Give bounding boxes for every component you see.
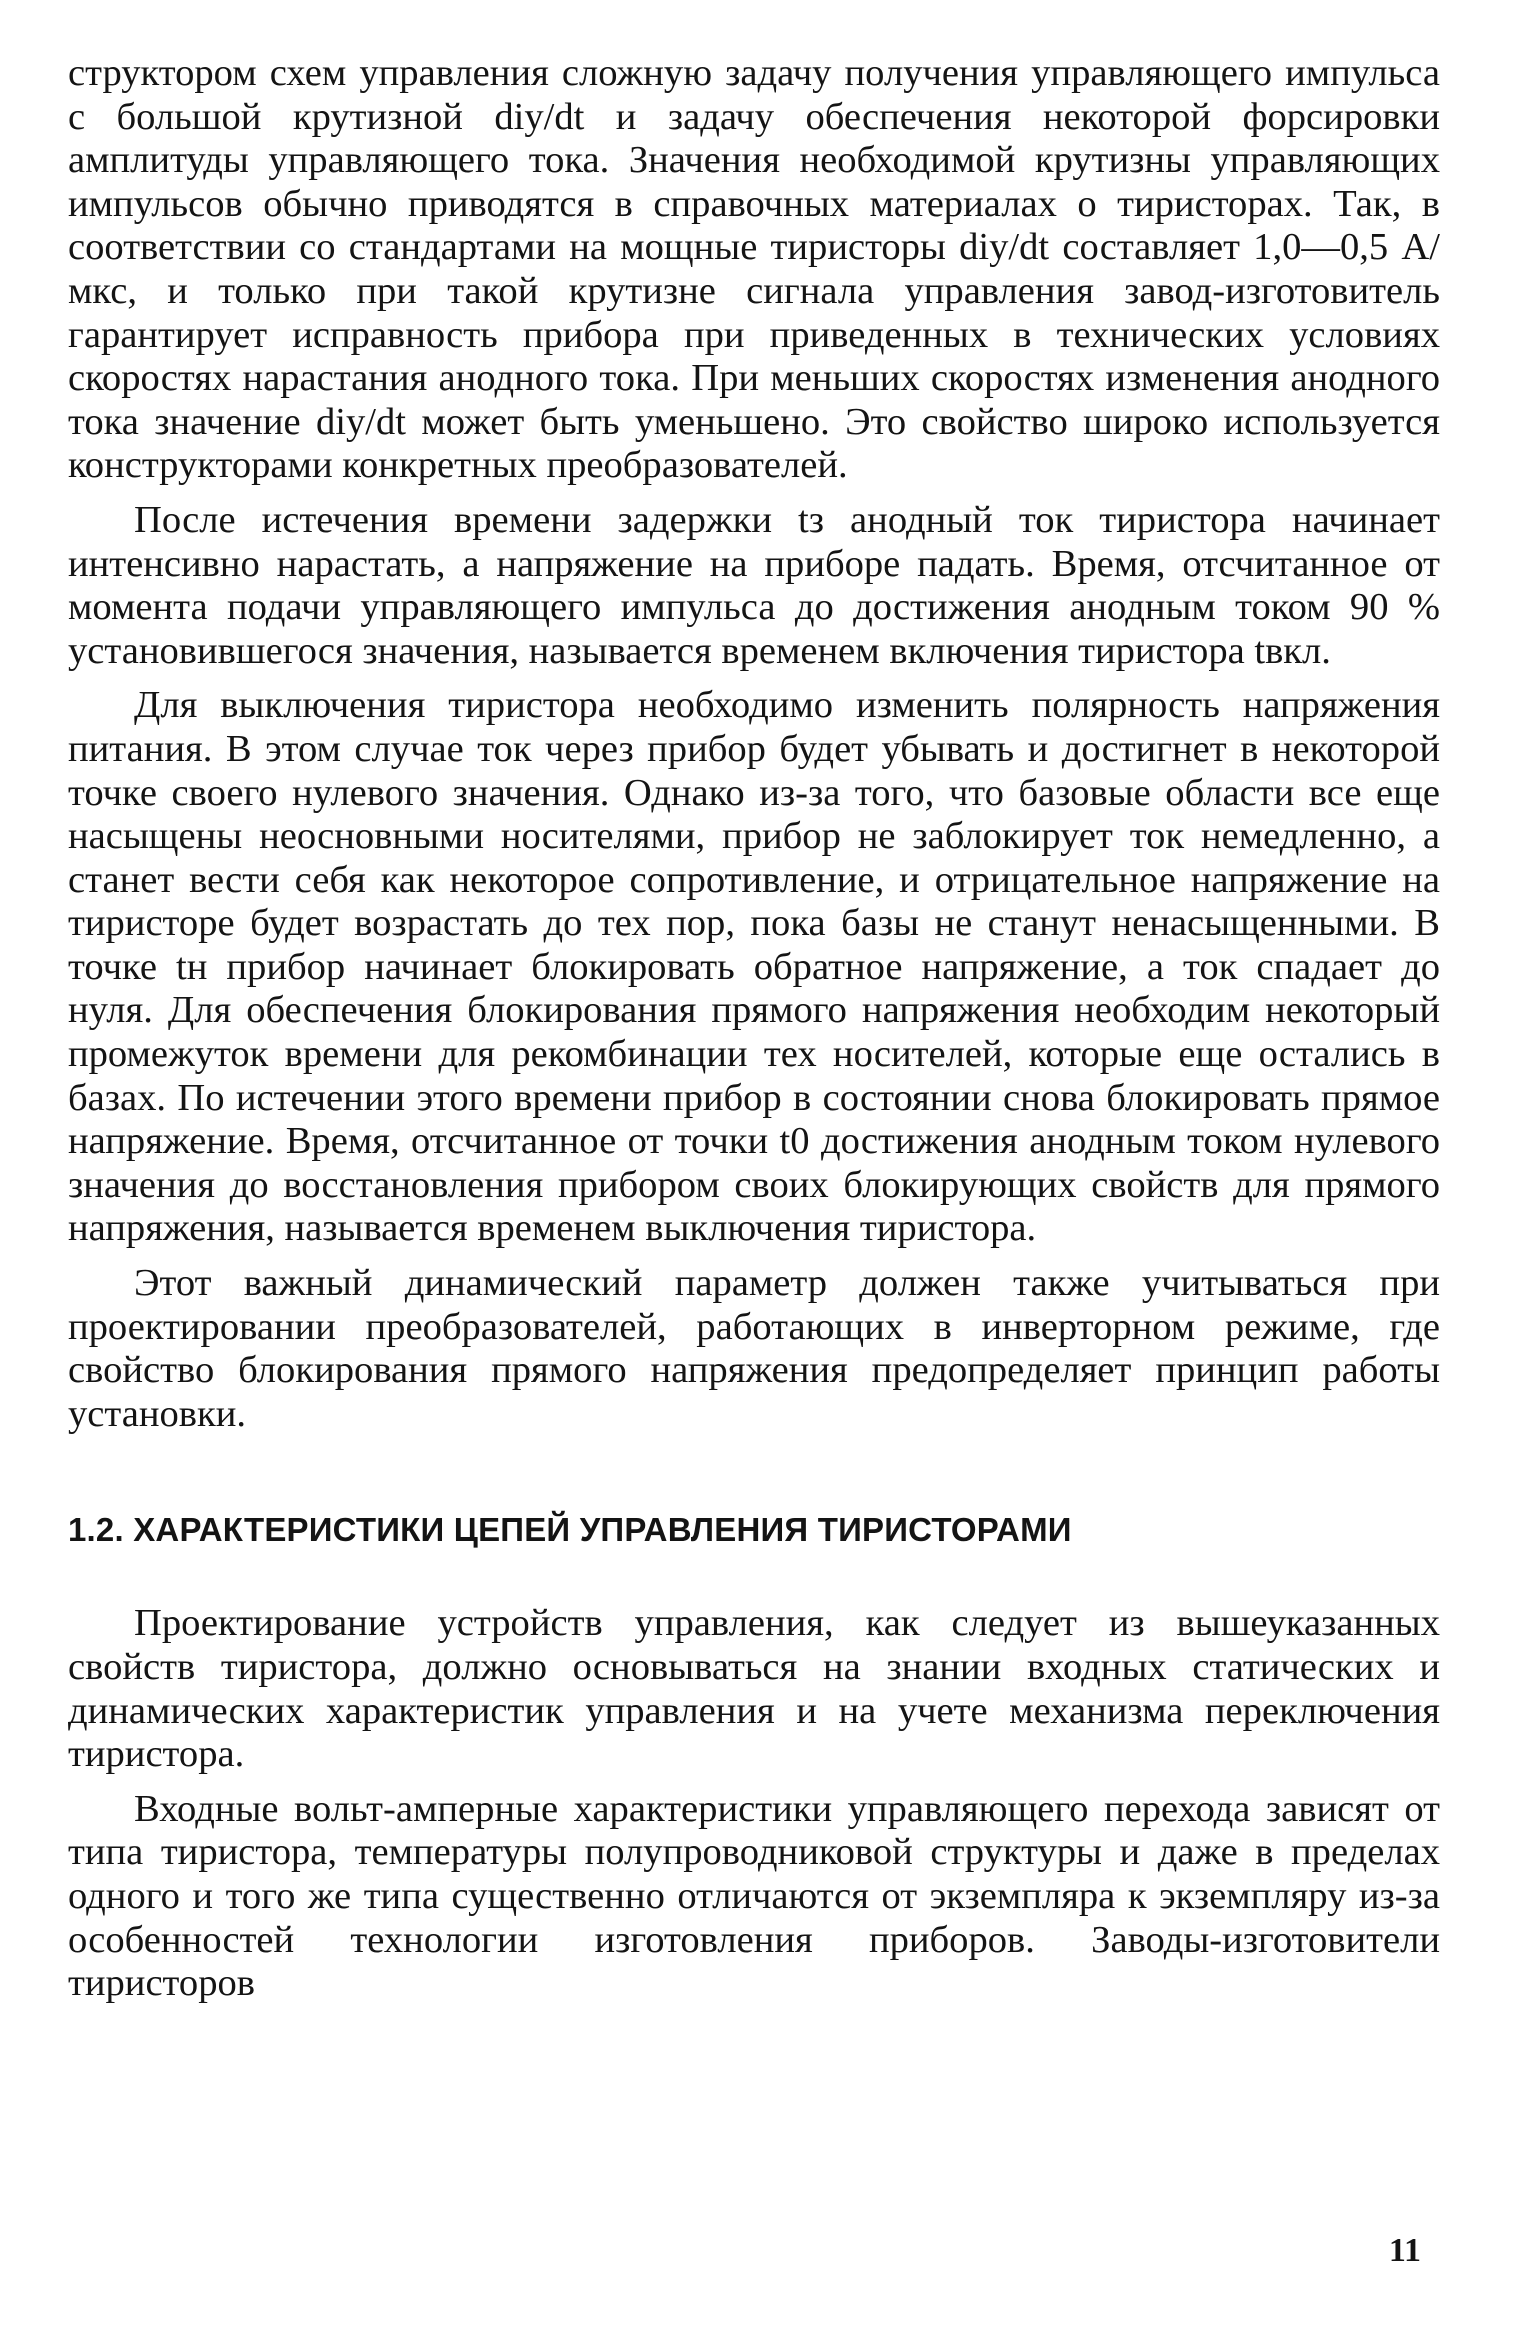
paragraph-4: Этот важный динамический параметр должен также учитываться при проектировании преобразователей, работающих в инверторном режиме, где свойство блокирования прямого напряжения предопределяет принцип работы установки. [68, 1262, 1440, 1435]
paragraph-1: структором схем управления сложную задачу получения управляющего импульса с большой крутизной diу/dt и задачу обеспечения некоторой форсировки амплитуды управляющего тока. Значения необходимой крутизны управляющих импульсов обычно приводятся в справочных материалах о тиристорах. Так, в соответствии со стандартами на мощные тиристоры diу/dt составляет 1,0—0,5 А/мкс, и только при такой крутизне сигнала управления завод-изготовитель гарантирует исправность прибора при приведенных в технических условиях скоростях нарастания анодного тока. При меньших скоростях изменения анодного тока значение diу/dt может быть уменьшено. Это свойство широко используется конструкторами конкретных преобразователей. [68, 52, 1440, 487]
page-body [68, 52, 1440, 2006]
page-number: 11 [1388, 2232, 1421, 2269]
section-heading: 1.2. ХАРАКТЕРИСТИКИ ЦЕПЕЙ УПРАВЛЕНИЯ ТИРИСТОРАМИ [68, 1511, 1072, 1549]
section-paragraph-1: Проектирование устройств управления, как следует из вышеуказанных свойств тиристора, должно основываться на знании входных статических и динамических характеристик управления и на учете механизма переключения тиристора. [68, 1602, 1440, 1776]
paragraph-3: Для выключения тиристора необходимо изменить полярность напряжения питания. В этом случае ток через прибор будет убывать и достигнет в некоторой точке своего нулевого значения. Однако из-за того, что базовые области все еще насыщены неосновными носителями, прибор не заблокирует ток немедленно, а станет вести себя как некоторое сопротивление, и отрицательное напряжение на тиристоре будет возрастать до тех пор, пока базы не станут ненасыщенными. В точке tн прибор начинает блокировать обратное напряжение, а ток спадает до нуля. Для обеспечения блокирования прямого напряжения необходим некоторый промежуток времени для рекомбинации тех носителей, которые еще остались в базах. По истечении этого времени прибор в состоянии снова блокировать прямое напряжение. Время, отсчитанное от точки t0 достижения анодным током нулевого значения до восстановления прибором своих блокирующих свойств для прямого напряжения, называется временем выключения тиристора. [68, 684, 1440, 1250]
section-paragraph-2: Входные вольт-амперные характеристики управляющего перехода зависят от типа тиристора, температуры полупроводниковой структуры и даже в пределах одного и того же типа существенно отличаются от экземпляра к экземпляру из-за особенностей технологии изготовления приборов. Заводы-изготовители тиристоров [68, 1787, 1440, 2005]
paragraph-2: После истечения времени задержки tз анодный ток тиристора начинает интенсивно нарастать, а напряжение на приборе падать. Время, отсчитанное от момента подачи управляющего импульса до достижения анодным током 90 % установившегося значения, называется временем включения тиристора tвкл. [68, 498, 1440, 672]
